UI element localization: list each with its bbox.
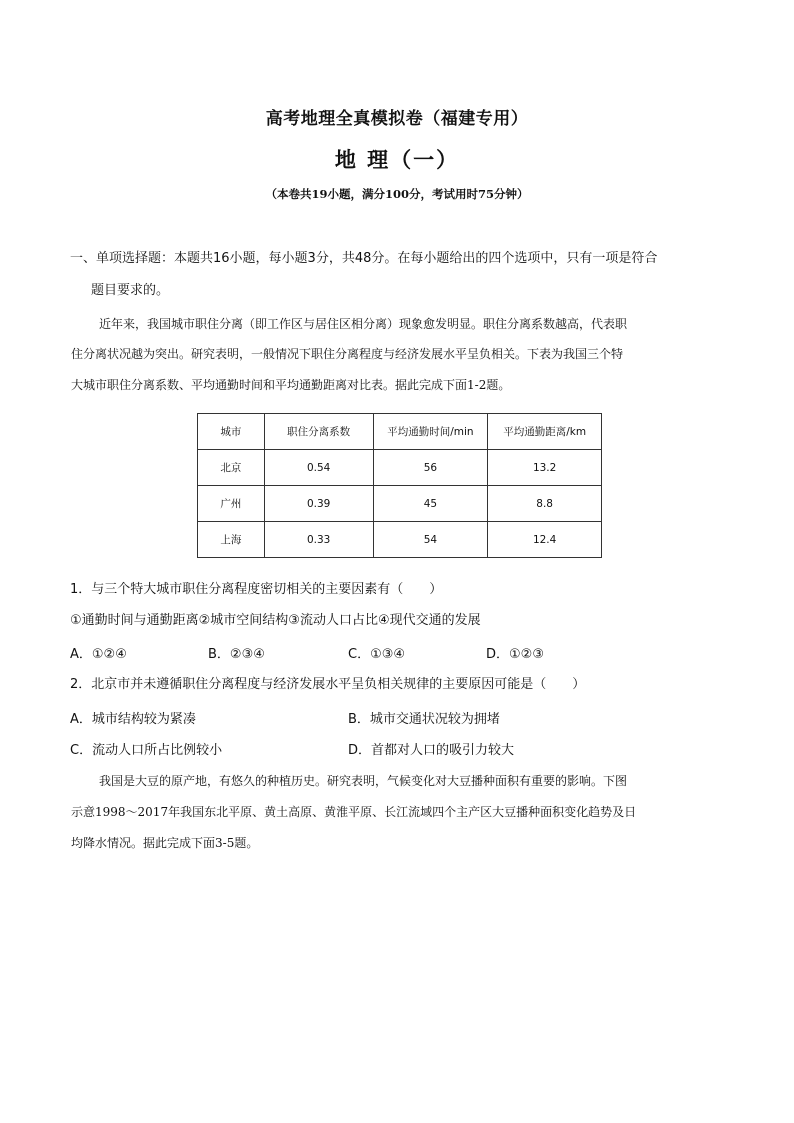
table-cell: 8.8 (488, 486, 602, 522)
table-cell: 广州 (198, 486, 265, 522)
table-header-cell: 职住分离系数 (264, 414, 373, 450)
subject-heading: 地 理（一） (334, 148, 460, 172)
question-2-option-c: C．流动人口所占比例较小 (70, 743, 223, 758)
table-cell: 13.2 (488, 450, 602, 486)
passage2-line-2: 示意1998～2017年我国东北平原、黄土高原、黄淮平原、长江流域四个主产区大豆播种面积变化趋势及日 (71, 805, 637, 819)
table-row (198, 486, 602, 522)
passage2-line-1: 我国是大豆的原产地，有悠久的种植历史。研究表明，气候变化对大豆播种面积有重要的影响。下图 (99, 774, 628, 788)
table-header-cell: 城市 (198, 414, 265, 450)
table-row (198, 522, 602, 558)
question-2-stem: 2．北京市并未遵循职住分离程度与经济发展水平呈负相关规律的主要原因可能是（ ） (70, 677, 586, 692)
question-1-stem: 1．与三个特大城市职住分离程度密切相关的主要因素有（ ） (70, 582, 443, 597)
question-1-items: ①通勤时间与通勤距离②城市空间结构③流动人口占比④现代交通的发展 (70, 613, 481, 628)
table-cell: 12.4 (488, 522, 602, 558)
section-instruction-line-1: 一、单项选择题：本题共16小题，每小题3分，共48分。在每小题给出的四个选项中，只有一项是符合 (70, 251, 658, 266)
exam-title: 高考地理全真模拟卷（福建专用） (265, 109, 529, 129)
question-1-option-c: C．①③④ (348, 647, 406, 662)
table-cell: 0.54 (264, 450, 373, 486)
question-2-option-d: D．首都对人口的吸引力较大 (348, 743, 515, 758)
passage1-line-1: 近年来，我国城市职住分离（即工作区与居住区相分离）现象愈发明显。职住分离系数越高，代表职 (99, 317, 628, 331)
section-instruction-line-2: 题目要求的。 (91, 283, 170, 298)
table-header-row (198, 414, 602, 450)
question-1-option-a: A．①②④ (70, 647, 127, 662)
passage1-line-3: 大城市职住分离系数、平均通勤时间和平均通勤距离对比表。据此完成下面1-2题。 (71, 378, 511, 392)
table-cell: 54 (373, 522, 488, 558)
table-cell: 0.39 (264, 486, 373, 522)
commute-data-table (197, 413, 602, 558)
passage1-line-2: 住分离状况越为突出。研究表明，一般情况下职住分离程度与经济发展水平呈负相关。下表为我国三个特 (71, 347, 624, 361)
table-cell: 45 (373, 486, 488, 522)
table-cell: 0.33 (264, 522, 373, 558)
question-1-option-d: D．①②③ (486, 647, 544, 662)
question-1-option-b: B．②③④ (208, 647, 265, 662)
table-header-cell: 平均通勤距离/km (488, 414, 602, 450)
question-2-option-a: A．城市结构较为紧凑 (70, 712, 196, 727)
passage2-line-3: 均降水情况。据此完成下面3-5题。 (71, 836, 259, 850)
table-header-cell: 平均通勤时间/min (373, 414, 488, 450)
exam-info: （本卷共19小题，满分100分，考试用时75分钟） (265, 187, 529, 201)
table-cell: 北京 (198, 450, 265, 486)
table-cell: 56 (373, 450, 488, 486)
table-cell: 上海 (198, 522, 265, 558)
question-2-option-b: B．城市交通状况较为拥堵 (348, 712, 500, 727)
table-row (198, 450, 602, 486)
